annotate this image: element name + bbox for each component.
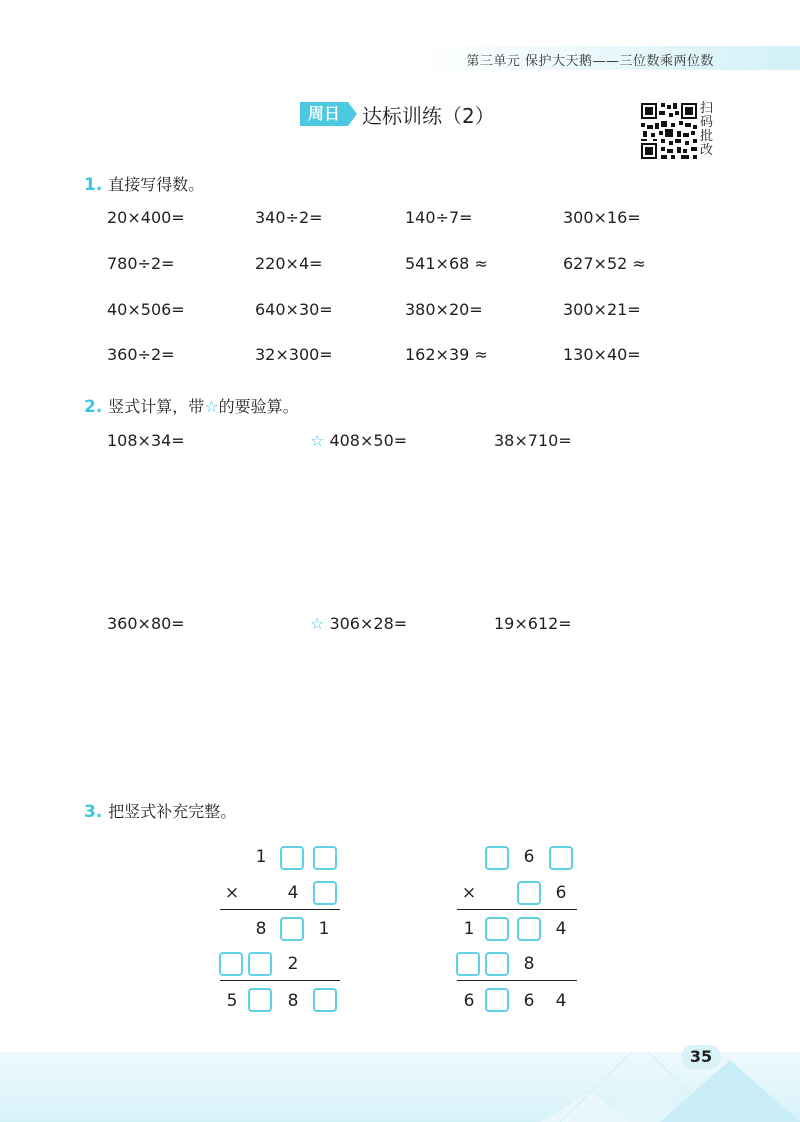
star-icon: ☆ xyxy=(204,397,219,416)
calc-item: 40×506= xyxy=(107,300,185,319)
section-2-text-a: 竖式计算，带 xyxy=(108,397,205,416)
answer-box[interactable] xyxy=(517,881,541,905)
section-2-text-b: 的要验算。 xyxy=(218,397,299,416)
vertical-calc-item-starred xyxy=(310,431,407,450)
digit: 6 xyxy=(555,883,567,903)
rule-line xyxy=(220,909,340,910)
answer-box[interactable] xyxy=(313,881,337,905)
digit: 6 xyxy=(523,847,535,867)
answer-box[interactable] xyxy=(280,917,304,941)
digit: 6 xyxy=(523,991,535,1011)
digit: 8 xyxy=(287,991,299,1011)
vertical-calc-item: 360×80= xyxy=(107,614,185,633)
unit-header: 第三单元 保护大天鹅——三位数乘两位数 xyxy=(466,54,714,69)
answer-box[interactable] xyxy=(313,846,337,870)
calc-item: 140÷7= xyxy=(405,208,473,227)
vertical-calc-item: 19×612= xyxy=(494,614,572,633)
calc-item: 360÷2= xyxy=(107,345,175,364)
calc-text: 306×28= xyxy=(329,614,408,633)
calc-item: 130×40= xyxy=(563,345,641,364)
digit: 1 xyxy=(463,919,475,939)
calc-item: 300×16= xyxy=(563,208,641,227)
digit: 4 xyxy=(287,883,299,903)
star-icon: ☆ xyxy=(310,614,325,633)
digit: 4 xyxy=(555,919,567,939)
answer-box[interactable] xyxy=(485,988,509,1012)
digit: 1 xyxy=(255,847,267,867)
rule-line xyxy=(457,909,577,910)
section-1-text: 直接写得数。 xyxy=(108,175,205,194)
calc-item: 340÷2= xyxy=(255,208,323,227)
footer-decoration xyxy=(0,1052,800,1122)
rule-line xyxy=(457,980,577,981)
vertical-calc-item-starred xyxy=(310,614,407,633)
answer-box[interactable] xyxy=(248,952,272,976)
digit: 8 xyxy=(255,919,267,939)
section-3-title xyxy=(84,799,236,822)
qr-code-icon[interactable] xyxy=(641,103,697,159)
star-icon: ☆ xyxy=(310,431,325,450)
digit: 6 xyxy=(463,991,475,1011)
digit: 2 xyxy=(287,954,299,974)
answer-box[interactable] xyxy=(219,952,243,976)
answer-box[interactable] xyxy=(485,952,509,976)
calc-item: 380×20= xyxy=(405,300,483,319)
digit: 4 xyxy=(555,991,567,1011)
answer-box[interactable] xyxy=(549,846,573,870)
calc-item: 780÷2= xyxy=(107,254,175,273)
sunday-tag: 周日 xyxy=(300,102,348,126)
answer-box[interactable] xyxy=(280,846,304,870)
calc-item: 300×21= xyxy=(563,300,641,319)
times-sign: × xyxy=(461,883,477,903)
answer-box[interactable] xyxy=(485,917,509,941)
calc-item: 20×400= xyxy=(107,208,185,227)
digit: 1 xyxy=(318,919,330,939)
answer-box[interactable] xyxy=(485,846,509,870)
section-2-title xyxy=(84,394,299,417)
title-text: 达标训练（2） xyxy=(362,103,495,128)
calc-item: 32×300= xyxy=(255,345,333,364)
section-2-number: 2. xyxy=(84,397,103,417)
times-sign: × xyxy=(224,883,240,903)
answer-box[interactable] xyxy=(456,952,480,976)
digit: 5 xyxy=(226,991,238,1011)
calc-item: 220×4= xyxy=(255,254,323,273)
section-1-number: 1. xyxy=(84,175,103,195)
page-number: 35 xyxy=(681,1045,721,1069)
rule-line xyxy=(220,980,340,981)
answer-box[interactable] xyxy=(517,917,541,941)
answer-box[interactable] xyxy=(248,988,272,1012)
answer-box[interactable] xyxy=(313,988,337,1012)
section-1-title xyxy=(84,172,204,195)
vertical-calc-item: 108×34= xyxy=(107,431,185,450)
calc-item: 541×68 ≈ xyxy=(405,254,488,273)
qr-label: 扫码批改 xyxy=(700,101,714,158)
section-3-number: 3. xyxy=(84,802,103,822)
vertical-calc-item: 38×710= xyxy=(494,431,572,450)
calc-text: 408×50= xyxy=(329,431,408,450)
digit: 8 xyxy=(523,954,535,974)
calc-item: 640×30= xyxy=(255,300,333,319)
calc-item: 162×39 ≈ xyxy=(405,345,488,364)
calc-item: 627×52 ≈ xyxy=(563,254,646,273)
page-title xyxy=(300,101,495,127)
section-3-text: 把竖式补充完整。 xyxy=(108,802,237,821)
